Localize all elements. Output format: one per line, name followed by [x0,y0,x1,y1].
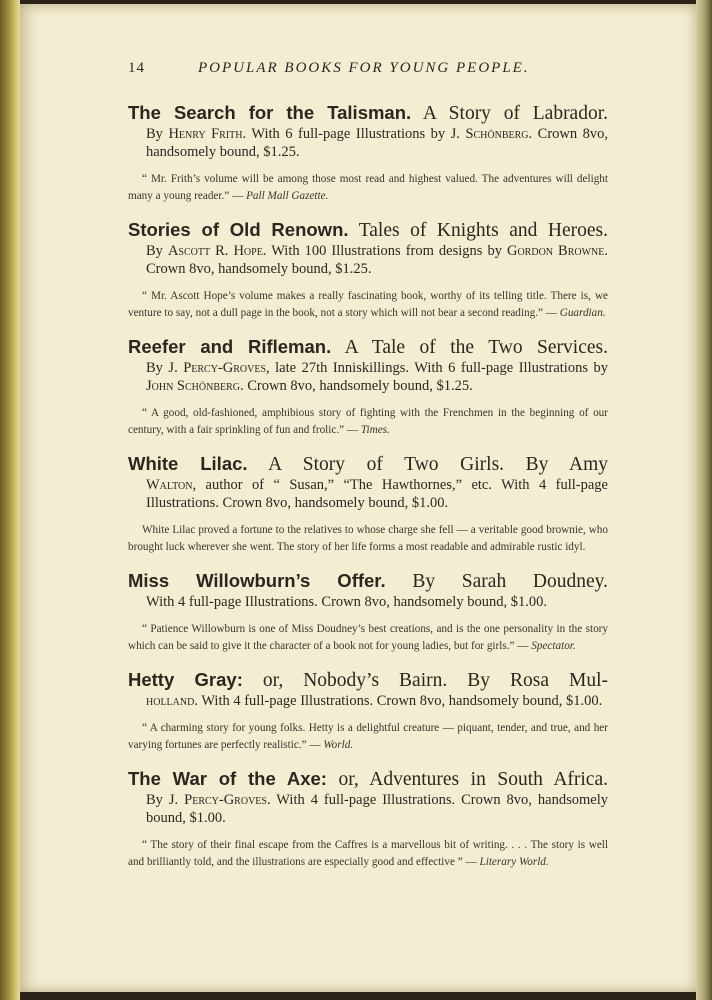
book-title: Reefer and Rifleman. [128,336,332,357]
book-entry [128,219,608,322]
book-title: White Lilac. [128,453,248,474]
book-title: Hetty Gray: [128,669,243,690]
review-text: “ Patience Willowburn is one of Miss Doudney’s best creations, and is the one personality in the story which can be said to give it the character of a book not for young ladies, but for girls.” — [128,623,608,652]
entry-heading [128,219,608,242]
page-number: 14 [128,60,145,76]
page-content [128,60,608,885]
book-title: Miss Willowburn’s Offer. [128,570,386,591]
review-text: “ A charming story for young folks. Hetty is a delightful creature — piquant, tender, and true, and her varying fortunes are perfectly realistic.” — [128,722,608,751]
book-title: The Search for the Talisman. [128,102,412,123]
book-illustrator: Gordon Browne. [506,243,608,259]
entry-heading [128,570,608,593]
book-subtitle: Tales of Knights and Heroes. [358,220,609,241]
book-subtitle: or, Adventures in South Africa. [338,769,608,790]
review-quote [128,522,608,556]
detail-mid: With 4 full-page Illustrations. Crown 8vo, handsomely bound, $1.00. [197,693,603,709]
entry-heading [128,669,608,692]
detail-prefix: By J. [146,360,184,376]
entry-heading [128,453,608,476]
review-quote [128,288,608,322]
book-title: Stories of Old Renown. [128,219,349,240]
book-illustrator: Schönberg. [465,126,533,142]
detail-prefix: By [146,243,168,259]
entry-heading [128,768,608,791]
book-spine-edge [0,0,20,1000]
book-author: Walton, [146,477,197,493]
detail-prefix: By J. [146,792,185,808]
running-title: POPULAR BOOKS FOR YOUNG PEOPLE. [198,60,530,76]
book-author: Ascott R. Hope. [167,243,267,259]
detail-prefix: By [146,126,169,142]
book-entry [128,453,608,556]
review-quote [128,837,608,871]
detail-suffix: Crown 8vo, handsomely bound, $1.25. [146,126,608,160]
detail-mid: With 100 Illustrations from designs by [266,243,507,259]
detail-mid: late 27th Inniskillings. With 6 full-page Illustrations by [269,360,608,376]
detail-prefix: With 4 full-page Illustrations. Crown 8vo, handsomely bound, $1.00. [146,594,547,610]
page-header [128,60,608,82]
review-quote [128,720,608,754]
page-edge [696,0,712,1000]
book-details [146,692,608,710]
book-entry [128,768,608,871]
book-entry [128,570,608,655]
review-source: World. [323,739,354,751]
review-quote [128,405,608,439]
book-title: The War of the Axe: [128,768,327,789]
review-source: Pall Mall Gazette. [246,190,329,202]
book-subtitle: By Sarah Doudney. [412,571,608,592]
detail-mid: author of “ Susan,” “The Hawthornes,” etc. With 4 full-page Illustrations. Crown 8vo, handsomely bound, $1.00. [146,477,608,511]
book-author: Henry Frith. [168,126,247,142]
book-details [146,125,608,161]
review-text: “ Mr. Frith’s volume will be among those most read and highest valued. The adventures will delight many a young reader.” — [128,173,608,202]
review-text: “ Mr. Ascott Hope’s volume makes a really fascinating book, worthy of its telling title. There is, we venture to say, not a dull page in the book, not a story which will not bear a second reading.” — [128,290,608,319]
review-text: “ A good, old-fashioned, amphibious story of fighting with the Frenchmen in the beginning of our century, with a fair sprinkling of fun and frolic.” — [128,407,608,436]
book-author: Percy-Groves, [183,360,270,376]
review-source: Times. [360,424,390,436]
book-subtitle: A Story of Two Girls. By Amy [268,454,608,475]
book-details [146,593,608,611]
review-source: Guardian. [559,307,606,319]
book-entry [128,669,608,754]
detail-mid: With 6 full-page Illustrations by J. [246,126,466,142]
book-entry [128,336,608,439]
review-text: “ The story of their final escape from the Caffres is a marvellous bit of writing. . . . The story is well and brilliantly told, and the illustrations are especially good and effective ” — [128,839,608,868]
review-quote [128,621,608,655]
book-details [146,242,608,278]
detail-mid: With 4 full-page Illustrations. Crown 8vo, handsomely bound, $1.00. [146,792,608,826]
book-author: Percy-Groves. [184,792,271,808]
book-subtitle: A Tale of the Two Services. [344,337,608,358]
book-subtitle: or, Nobody’s Bairn. By Rosa Mul- [262,670,608,691]
review-source: Literary World. [479,856,549,868]
review-source: Spectator. [531,640,576,652]
book-entry [128,102,608,205]
book-list [128,102,608,871]
book-page [20,4,696,992]
entry-heading [128,336,608,359]
entry-heading [128,102,608,125]
detail-suffix: Crown 8vo, handsomely bound, $1.25. [243,378,473,394]
detail-suffix: Crown 8vo, handsomely bound, $1.25. [146,261,372,277]
book-author: holland. [146,693,198,709]
book-illustrator: John Schönberg. [146,378,244,394]
book-details [146,359,608,395]
review-quote [128,171,608,205]
book-details [146,476,608,512]
book-subtitle: A Story of Labrador. [422,103,609,124]
book-details [146,791,608,827]
review-text: White Lilac proved a fortune to the relatives to whose charge she fell — a veritable good brownie, who brought luck wherever she went. The story of her life forms a most readable and admirable rustic idyl. [128,524,608,553]
